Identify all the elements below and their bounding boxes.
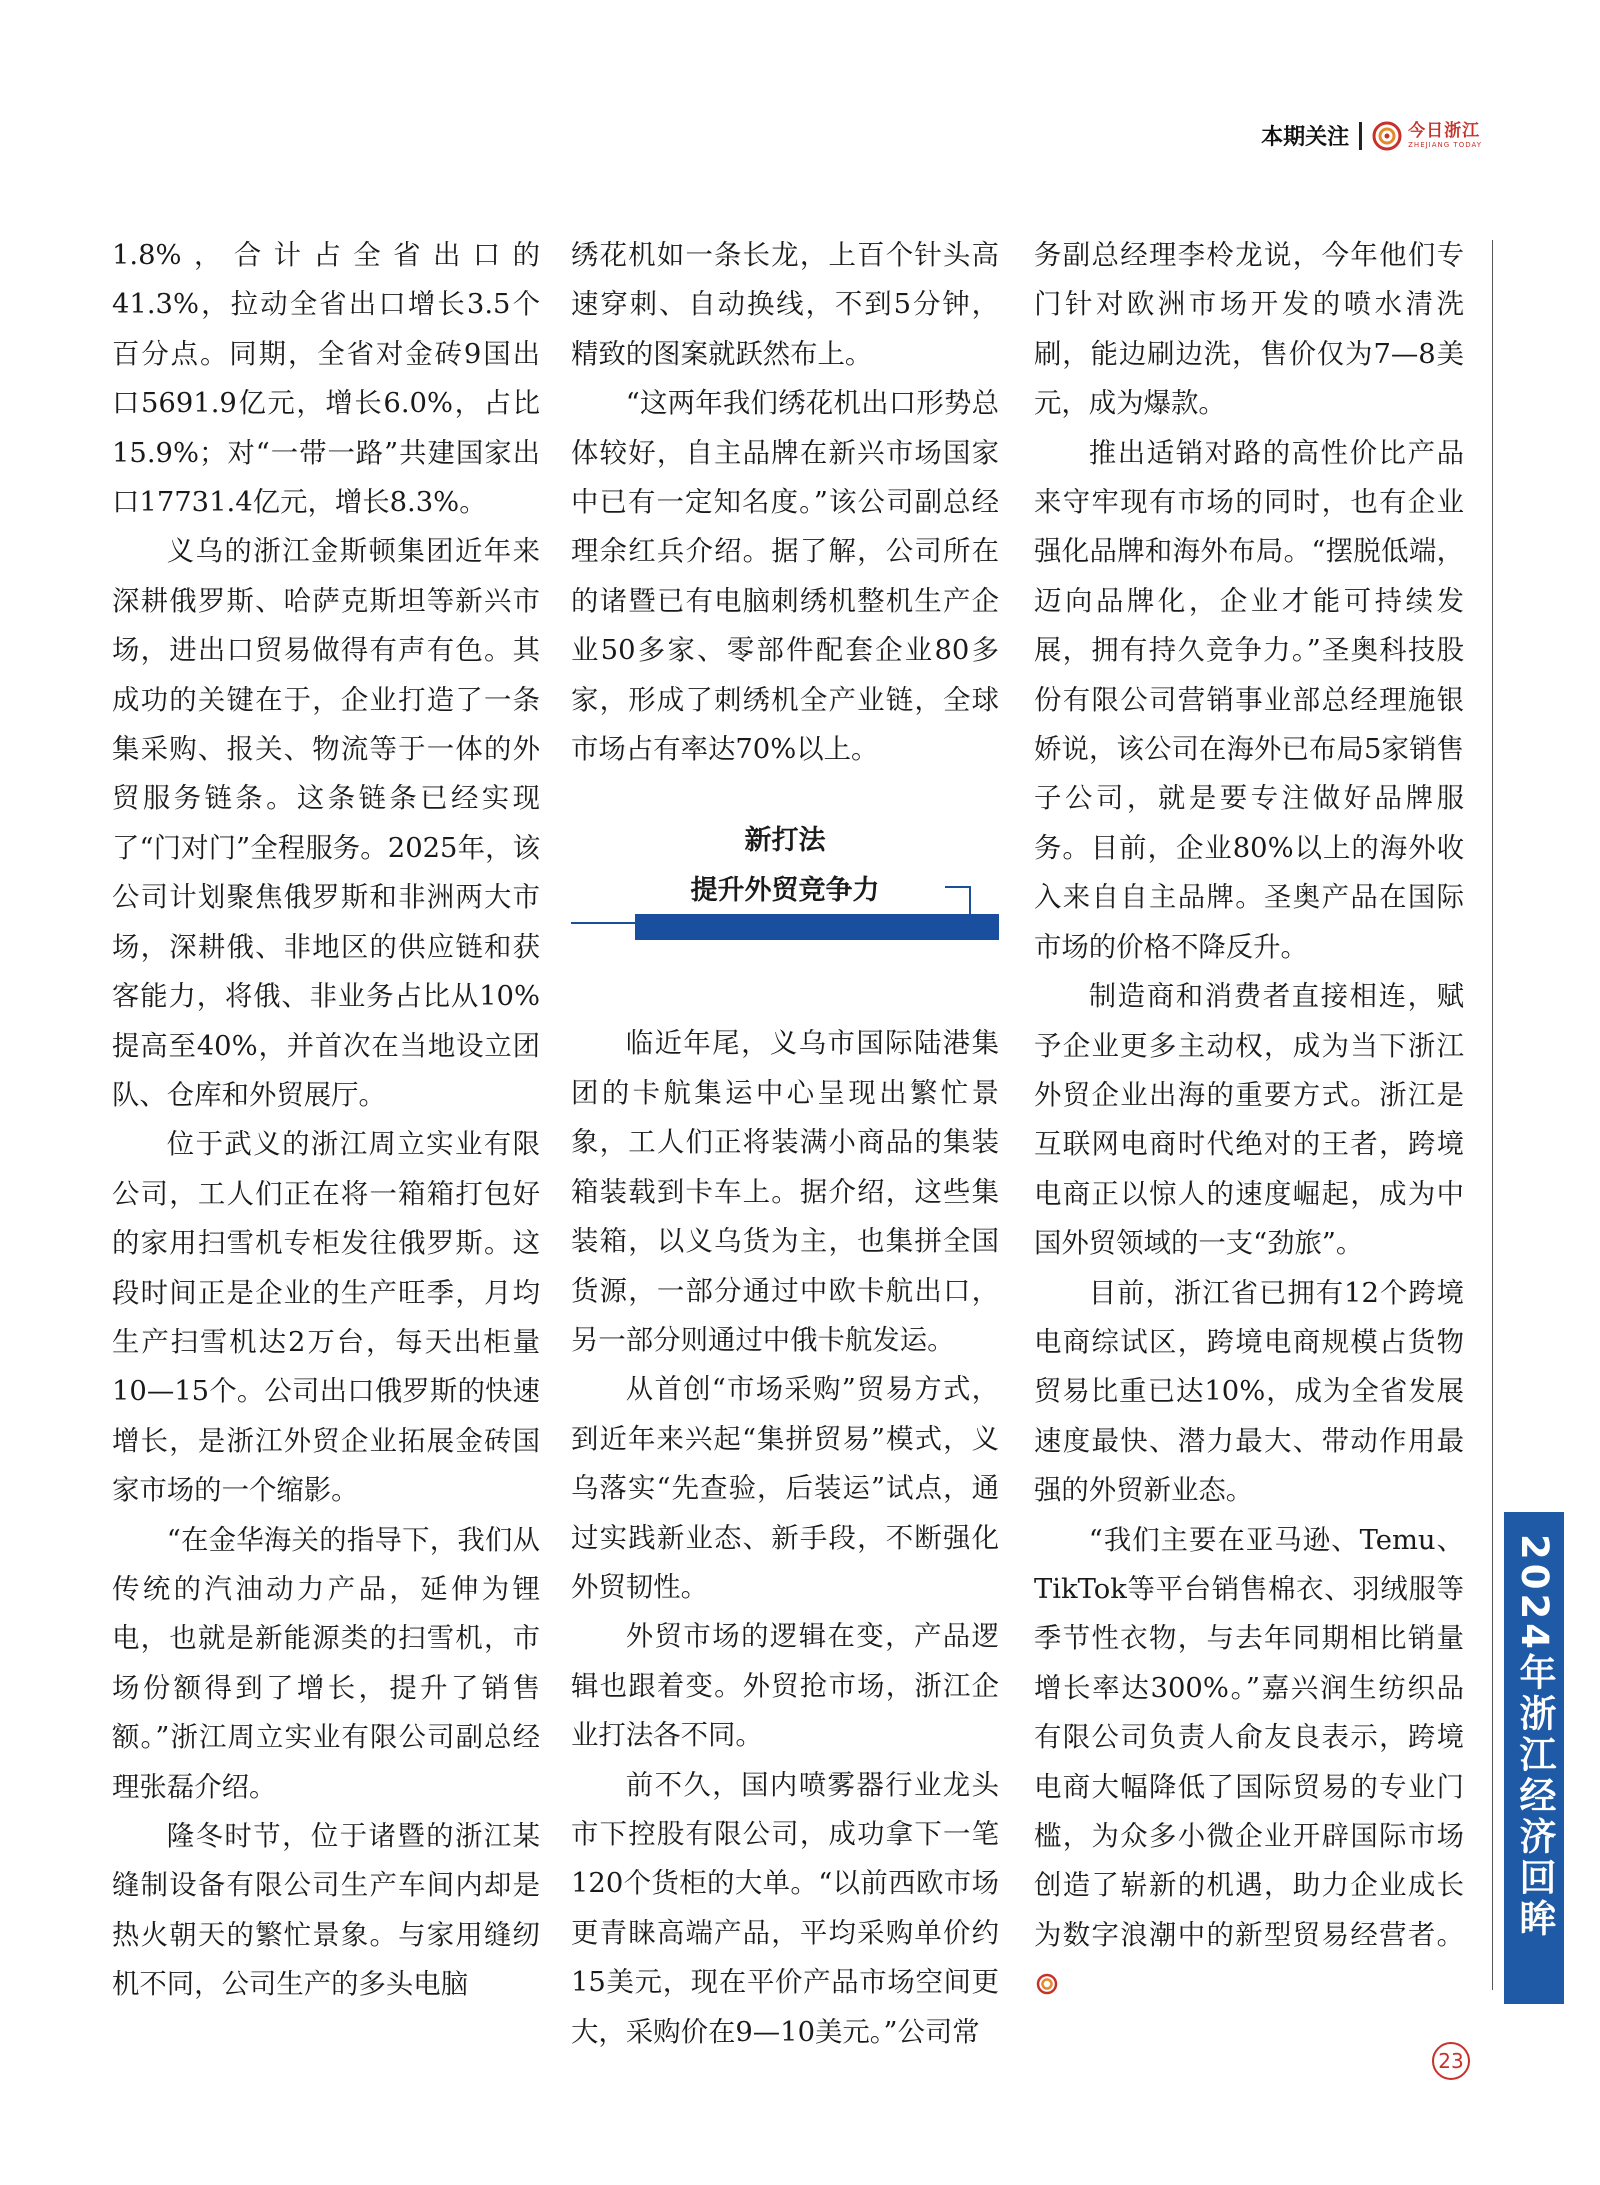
column-divider bbox=[1492, 240, 1493, 1990]
paragraph: 外贸市场的逻辑在变，产品逻辑也跟着变。外贸抢市场，浙江企业打法各不同。 bbox=[571, 1621, 999, 1752]
paragraph: 位于武义的浙江周立实业有限公司，工人们正在将一箱箱打包好的家用扫雪机专柜发往俄罗斯。这段时间正是企业的生产旺季，月均生产扫雪机达2万台，每天出柜量10—15个。公司出口俄罗斯的快速增长，是浙江外贸企业拓展金砖国家市场的一个缩影。 bbox=[112, 1129, 540, 1507]
article-column-2 bbox=[571, 231, 999, 2057]
paragraph: 临近年尾，义乌市国际陆港集团的卡航集运中心呈现出繁忙景象，工人们正将装满小商品的集装箱装载到卡车上。据介绍，这些集装箱，以义乌货为主，也集拼全国货源，一部分通过中欧卡航出口，另一部分则通过中俄卡航发运。 bbox=[571, 1028, 999, 1356]
paragraph: “在金华海关的指导下，我们从传统的汽油动力产品，延伸为锂电，也就是新能源类的扫雪机，市场份额得到了增长，提升了销售额。”浙江周立实业有限公司副总经理张磊介绍。 bbox=[112, 1524, 540, 1803]
paragraph-text: “我们主要在亚马逊、Temu、TikTok等平台销售棉衣、羽绒服等季节性衣物，与去年同期相比销量增长率达300%。”嘉兴润生纺织品有限公司负责人俞友良表示，跨境电商大幅降低了国际贸易的专业门槛，为众多小微企业开辟国际市场创造了崭新的机遇，助力企业成长为数字浪潮中的新型贸易经营者。 bbox=[1034, 1524, 1464, 1951]
logo-english: ZHEJIANG TODAY bbox=[1408, 140, 1482, 149]
paragraph: 目前，浙江省已拥有12个跨境电商综试区，跨境电商规模占货物贸易比重已达10%，成为全省发展速度最快、潜力最大、带动作用最强的外贸新业态。 bbox=[1034, 1277, 1464, 1507]
section-heading bbox=[571, 816, 999, 1001]
side-tab bbox=[1504, 1512, 1564, 2004]
section-heading-line-1: 新打法 bbox=[744, 825, 826, 857]
paragraph-final bbox=[1034, 1516, 1464, 2010]
paragraph: 前不久，国内喷雾器行业龙头市下控股有限公司，成功拿下一笔120个货柜的大单。“以前西欧市场更青睐高端产品，平均采购单价约15美元，现在平价产品市场空间更大，采购价在9—10美元。”公司常 bbox=[571, 1769, 999, 2048]
paragraph: 推出适销对路的高性价比产品来守牢现有市场的同时，也有企业强化品牌和海外布局。“摆脱低端，迈向品牌化，企业才能可持续发展，拥有持久竞争力。”圣奥科技股份有限公司营销事业部总经理施银娇说，该公司在海外已布局5家销售子公司，就是要专注做好品牌服务。目前，企业80%以上的海外收入来自自主品牌。圣奥产品在国际市场的价格不降反升。 bbox=[1034, 437, 1464, 963]
paragraph: “这两年我们绣花机出口形势总体较好，自主品牌在新兴市场国家中已有一定知名度。”该公司副总经理余红兵介绍。据了解，公司所在的诸暨已有电脑刺绣机整机生产企业50多家、零部件配套企业80多家，形成了刺绣机全产业链，全球市场占有率达70%以上。 bbox=[571, 388, 999, 766]
paragraph: 隆冬时节，位于诸暨的浙江某缝制设备有限公司生产车间内却是热火朝天的繁忙景象。与家用缝纫机不同，公司生产的多头电脑 bbox=[112, 1821, 540, 2001]
logo-wordmark: 今日浙江 bbox=[1408, 120, 1481, 141]
page-header bbox=[1261, 120, 1482, 151]
section-heading-line-2: 提升外贸竞争力 bbox=[690, 875, 880, 907]
section-label: 本期关注 bbox=[1261, 125, 1350, 150]
paragraph: 义乌的浙江金斯顿集团近年来深耕俄罗斯、哈萨克斯坦等新兴市场，进出口贸易做得有声有色。其成功的关键在于，企业打造了一条集采购、报关、物流等于一体的外贸服务链条。这条链条已经实现了“门对门”全程服务。2025年，该公司计划聚焦俄罗斯和非洲两大市场，深耕俄、非地区的供应链和获客能力，将俄、非业务占比从10%提高至40%，并首次在当地设立团队、仓库和外贸展厅。 bbox=[112, 536, 540, 1111]
paragraph: 1.8%，合计占全省出口的41.3%，拉动全省出口增长3.5个百分点。同期，全省对金砖9国出口5691.9亿元，增长6.0%，占比15.9%；对“一带一路”共建国家出口17731.4亿元，增长8.3%。 bbox=[112, 240, 540, 519]
header-divider bbox=[1359, 122, 1362, 150]
article-column-1 bbox=[112, 231, 540, 2010]
article-column-3 bbox=[1034, 231, 1464, 2010]
article-end-icon bbox=[1036, 1973, 1058, 1995]
heading-blue-bar bbox=[635, 914, 999, 940]
page-number: 23 bbox=[1432, 2042, 1470, 2080]
magazine-logo bbox=[1372, 121, 1482, 151]
logo-swirl-icon bbox=[1372, 121, 1402, 151]
paragraph: 从首创“市场采购”贸易方式，到近年来兴起“集拼贸易”模式，义乌落实“先查验，后装运”试点，通过实践新业态、新手段，不断强化外贸韧性。 bbox=[571, 1374, 999, 1603]
paragraph: 制造商和消费者直接相连，赋予企业更多主动权，成为当下浙江外贸企业出海的重要方式。浙江是互联网电商时代绝对的王者，跨境电商正以惊人的速度崛起，成为中国外贸领域的一支“劲旅”。 bbox=[1034, 981, 1464, 1260]
paragraph: 绣花机如一条长龙，上百个针头高速穿刺、自动换线，不到5分钟，精致的图案就跃然布上。 bbox=[571, 240, 999, 370]
side-tab-label: 2024年浙江经济回眸 bbox=[1513, 1534, 1556, 1940]
paragraph: 务副总经理李柃龙说，今年他们专门针对欧洲市场开发的喷水清洗刷，能边刷边洗，售价仅为7—8美元，成为爆款。 bbox=[1034, 240, 1464, 420]
